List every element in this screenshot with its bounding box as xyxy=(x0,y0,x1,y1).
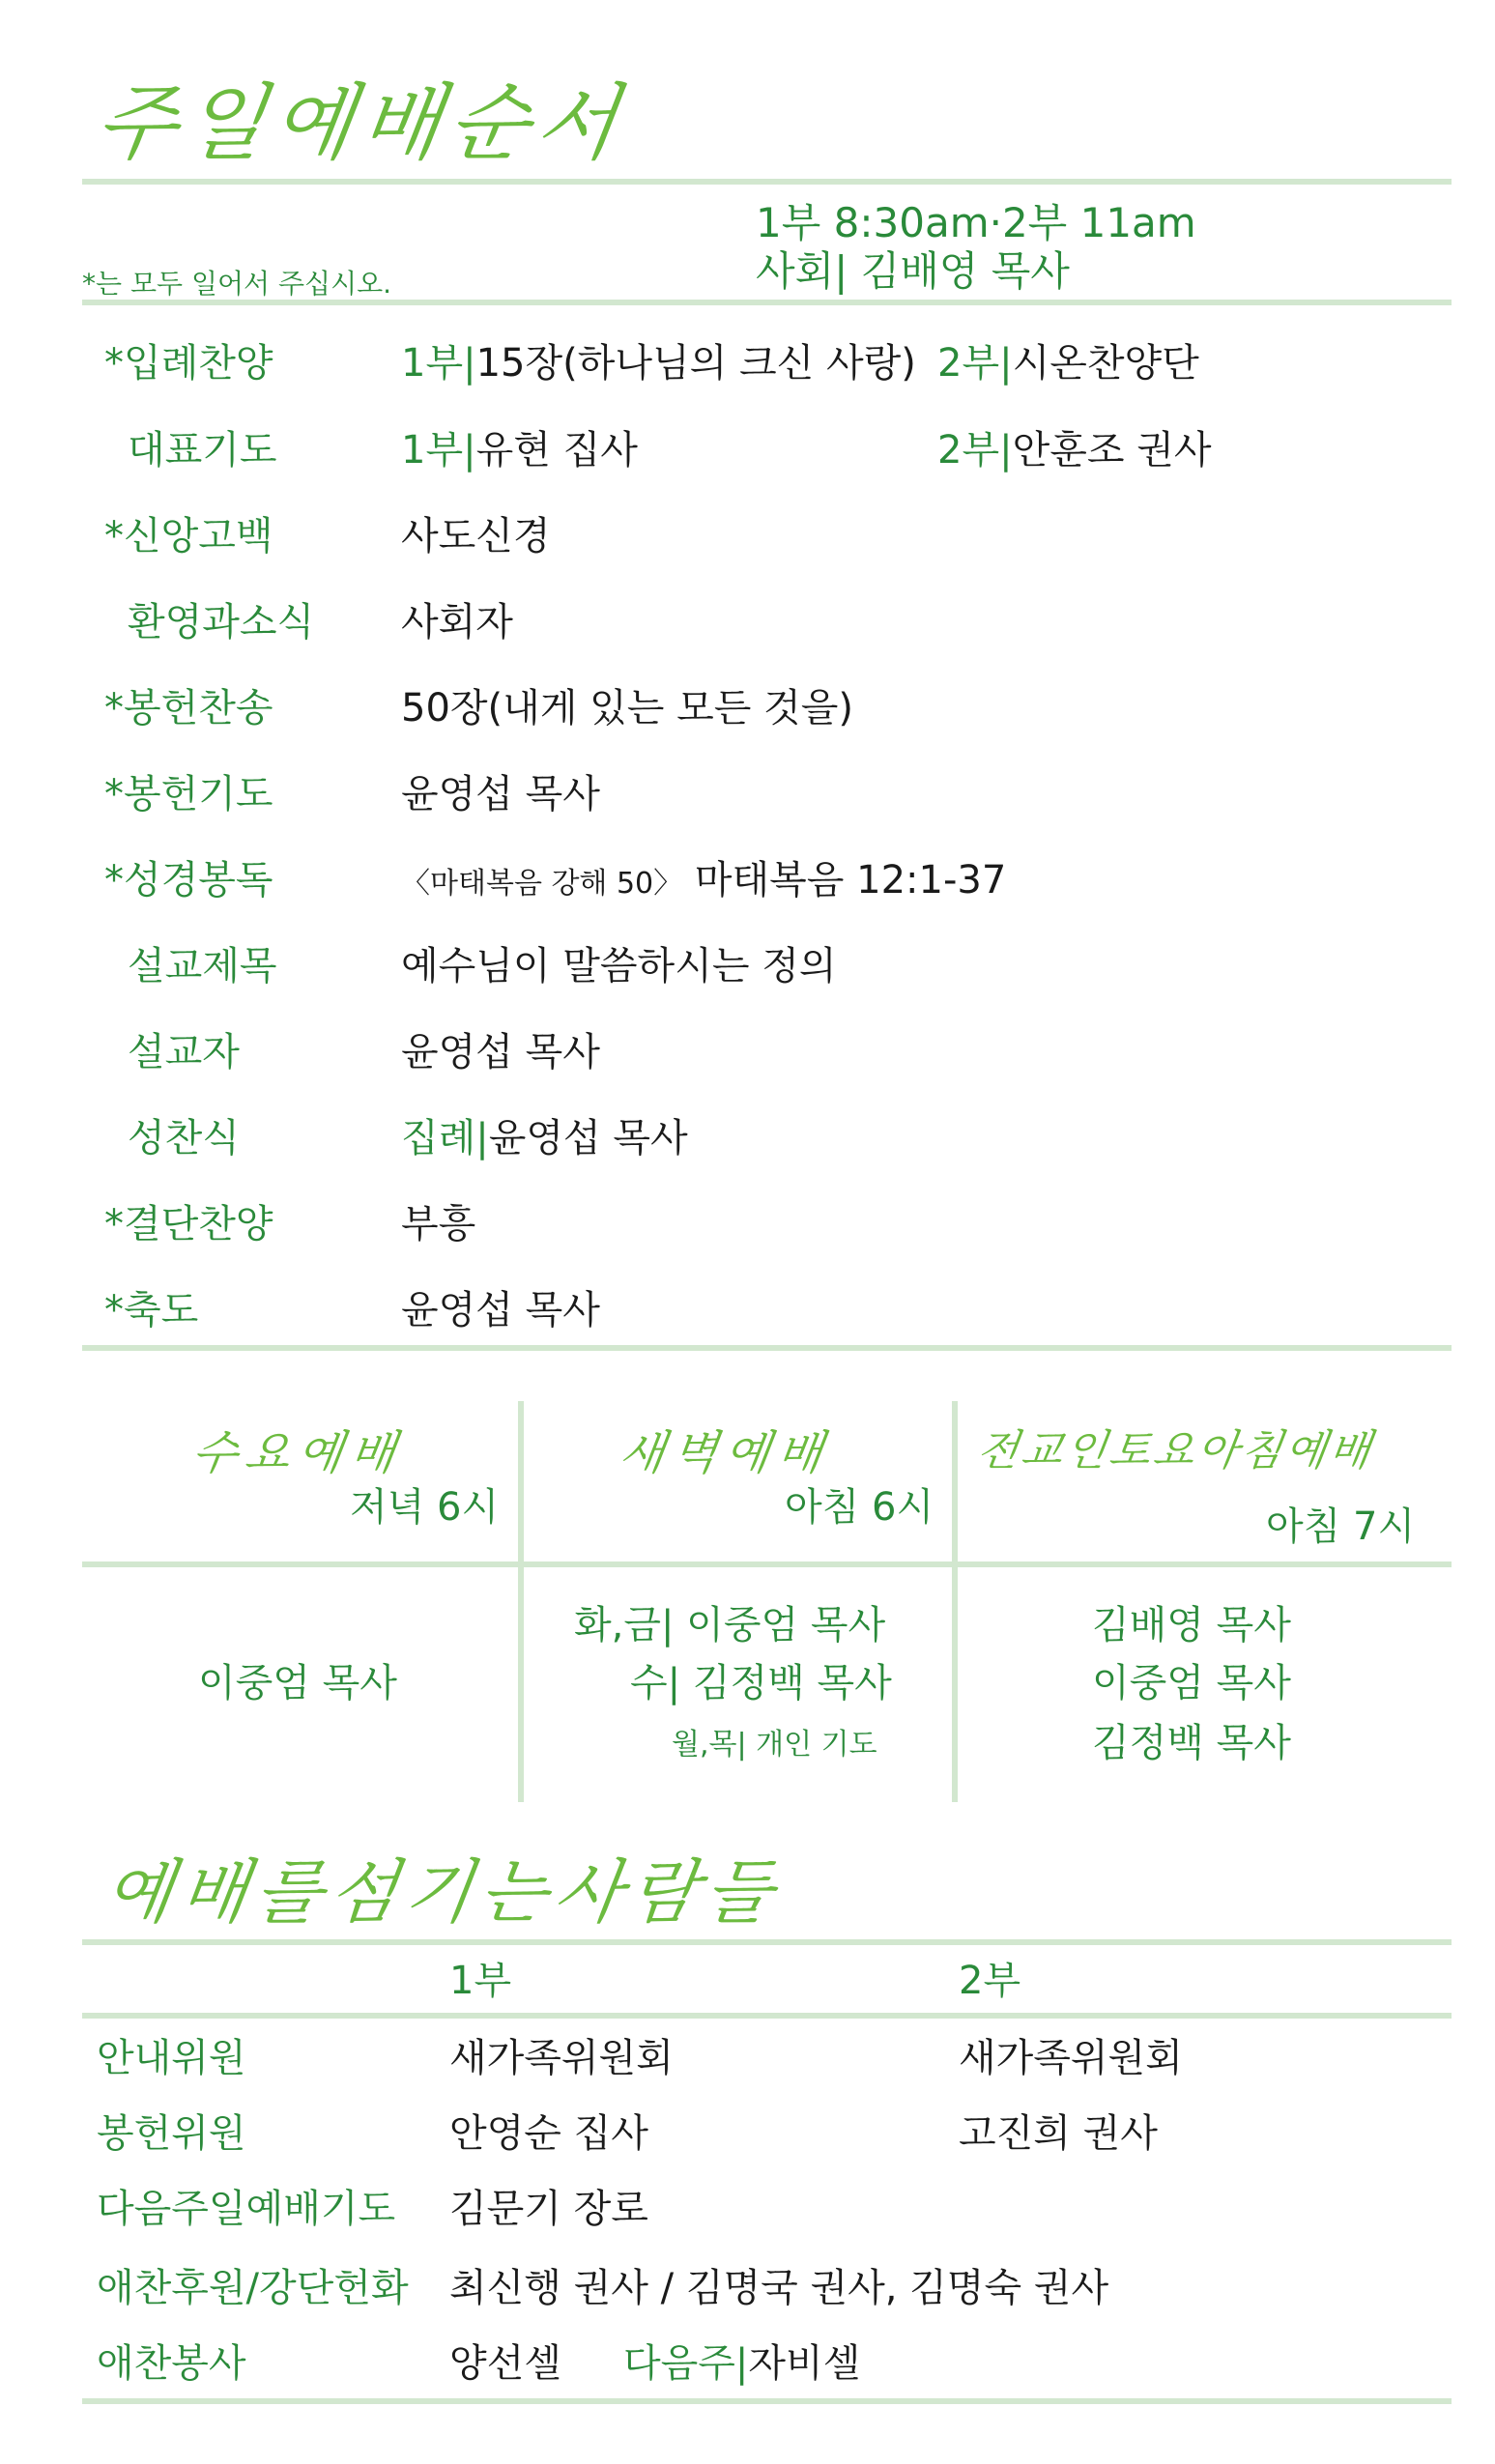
dawn-leader: 화,금| 이중엄 목사 xyxy=(574,1603,886,1647)
column-divider xyxy=(518,1401,524,1802)
order-value: 사도신경 xyxy=(401,514,551,559)
section-divider xyxy=(82,1345,1452,1351)
order-value: 예수님이 말씀하시는 정의 xyxy=(401,944,837,988)
server-part2: 새가족위원회 xyxy=(959,2036,1183,2080)
order-label: *축도 xyxy=(104,1288,199,1332)
next-week-tag: 다음주| xyxy=(623,2341,749,2386)
service-times: 1부 8:30am·2부 11am xyxy=(756,199,1196,246)
order-value: 윤영섭 목사 xyxy=(401,772,600,817)
dawn-time: 아침 6시 xyxy=(785,1485,934,1530)
part2-tag: 2부| xyxy=(937,341,1013,386)
order-label: *신앙고백 xyxy=(104,514,273,559)
dawn-note: 월,목| 개인 기도 xyxy=(672,1728,877,1762)
order-value-2 xyxy=(937,332,1199,387)
server-part2: 고진희 권사 xyxy=(959,2111,1158,2156)
bottom-divider xyxy=(82,2398,1452,2404)
service-host: 사회| 김배영 목사 xyxy=(756,247,1070,295)
servers-col-part1: 1부 xyxy=(449,1959,512,2003)
sermon-series: 〈마태복음 강해 50〉 xyxy=(401,867,683,901)
servers-title: 예배를섬기는사람들 xyxy=(100,1851,787,1933)
column-divider xyxy=(952,1401,958,1802)
order-value xyxy=(401,1107,688,1162)
dawn-leader: 수| 김정백 목사 xyxy=(630,1661,892,1705)
part2-value: 시온찬양단 xyxy=(1012,341,1199,386)
order-label: 성찬식 xyxy=(128,1116,240,1160)
order-value: 50장(내게 있는 모든 것을) xyxy=(401,686,854,731)
order-value xyxy=(401,332,916,387)
server-role: 봉헌위원 xyxy=(97,2111,246,2156)
wednesday-leader: 이중엄 목사 xyxy=(198,1661,397,1705)
order-label: *성경봉독 xyxy=(104,858,273,903)
order-label: *입례찬양 xyxy=(104,341,273,386)
header-divider xyxy=(82,179,1452,185)
order-value: 윤영섭 목사 xyxy=(401,1288,600,1332)
part2-tag: 2부| xyxy=(937,428,1013,473)
officiant-tag: 집례| xyxy=(401,1116,489,1160)
server-role: 다음주일예배기도 xyxy=(97,2187,396,2231)
wednesday-title: 수요예배 xyxy=(188,1426,407,1480)
part1-tag: 1부| xyxy=(401,428,476,473)
part1-value: 유현 집사 xyxy=(475,428,638,473)
server-part1: 김문기 장로 xyxy=(449,2187,648,2231)
order-label: *봉헌찬송 xyxy=(104,686,273,731)
order-value: 윤영섭 목사 xyxy=(401,1030,600,1074)
order-label: 대표기도 xyxy=(128,428,277,473)
order-value xyxy=(401,419,638,474)
header-divider-2 xyxy=(82,300,1452,305)
servers-header-divider xyxy=(82,2013,1452,2019)
order-value xyxy=(401,849,1006,904)
server-role: 안내위원 xyxy=(97,2036,246,2080)
dawn-title: 새벽예배 xyxy=(616,1426,834,1480)
order-value-2 xyxy=(937,419,1212,474)
saturday-leader: 이중엄 목사 xyxy=(1092,1661,1291,1705)
officiant-value: 윤영섭 목사 xyxy=(488,1116,688,1160)
saturday-title: 전교인토요아침예배 xyxy=(973,1426,1377,1476)
order-value: 부흥 xyxy=(401,1202,476,1246)
order-label: 환영과소식 xyxy=(128,600,315,645)
server-role: 애찬봉사 xyxy=(97,2341,246,2386)
standing-note: *는 모두 일어서 주십시오. xyxy=(82,268,392,300)
order-label: *결단찬양 xyxy=(104,1202,273,1246)
server-part1: 최신행 권사 / 김명국 권사, 김명숙 권사 xyxy=(449,2266,1109,2310)
saturday-time: 아침 7시 xyxy=(1266,1504,1416,1549)
scripture: 마태복음 12:1-37 xyxy=(694,858,1007,903)
servers-divider xyxy=(82,1939,1452,1945)
part1-tag: 1부| xyxy=(401,341,476,386)
order-label: 설교제목 xyxy=(128,944,277,988)
order-value: 사회자 xyxy=(401,600,513,645)
servers-col-part2: 2부 xyxy=(959,1959,1021,2003)
order-label: *봉헌기도 xyxy=(104,772,273,817)
order-label: 설교자 xyxy=(128,1030,240,1074)
weekday-divider xyxy=(82,1561,1452,1567)
server-part1: 새가족위원회 xyxy=(449,2036,674,2080)
saturday-leader: 김배영 목사 xyxy=(1092,1603,1291,1647)
part2-value: 안훈조 권사 xyxy=(1012,428,1212,473)
saturday-leader: 김정백 목사 xyxy=(1092,1721,1291,1765)
page-title: 주일예배순서 xyxy=(89,75,632,172)
next-week-value: 자비셀 xyxy=(748,2341,861,2386)
server-role: 애찬후원/강단헌화 xyxy=(97,2266,409,2310)
wednesday-time: 저녁 6시 xyxy=(350,1485,500,1530)
server-part1: 안영순 집사 xyxy=(449,2111,648,2156)
server-part1: 양선셀 xyxy=(449,2341,561,2386)
part1-value: 15장(하나님의 크신 사랑) xyxy=(475,341,916,386)
next-week-server xyxy=(623,2333,860,2388)
